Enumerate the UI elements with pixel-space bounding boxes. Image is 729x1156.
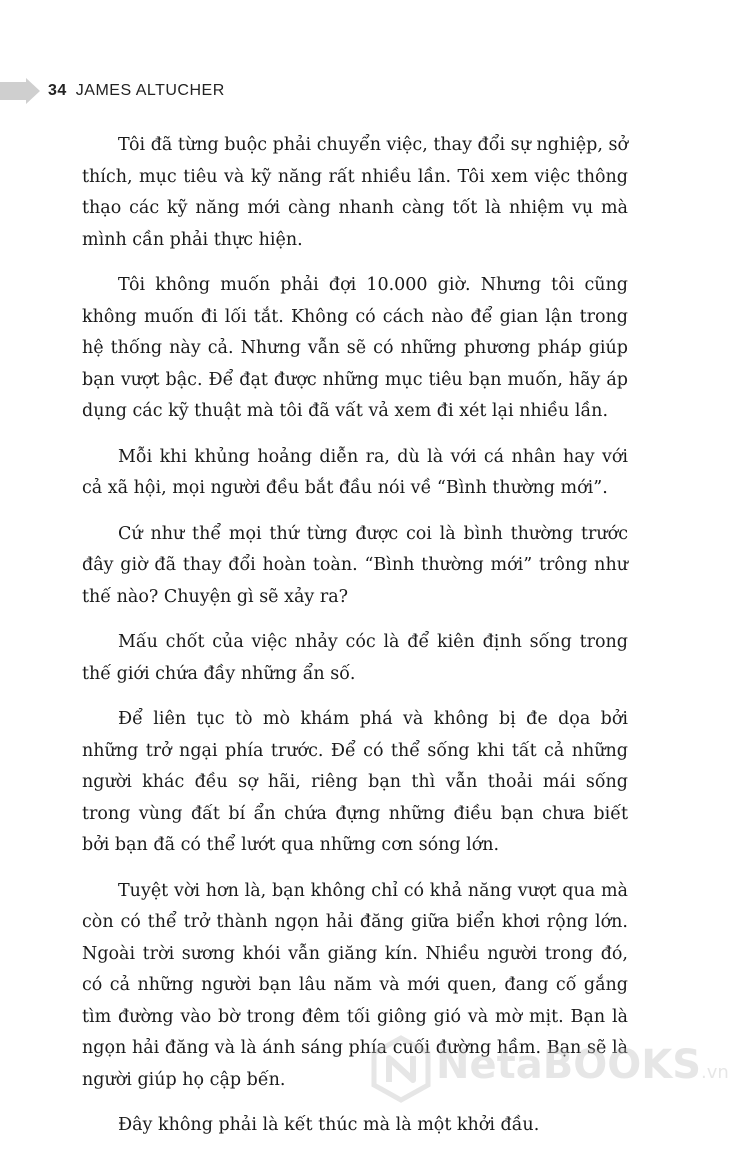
paragraph: Đây không phải là kết thúc mà là một khởi đầu. <box>118 1115 540 1135</box>
paragraph: Mấu chốt của việc nhảy cóc là để kiên định sống trong thế giới chứa đầy những ẩn số. <box>82 632 628 684</box>
page-number: 34 <box>48 82 67 99</box>
paragraph: Để liên tục tò mò khám phá và không bị đe dọa bởi những trở ngại phía trước. Để có thể sống khi tất cả những người khác đều sợ hãi, riêng bạn thì vẫn thoải mái sống trong vùng đất bí ẩn chứa đựng những điều bạn chưa biết bởi bạn đã có thể lướt qua những cơn sóng lớn. <box>82 709 628 855</box>
page-header <box>0 74 700 108</box>
paragraph: Tôi không muốn phải đợi 10.000 giờ. Nhưng tôi cũng không muốn đi lối tắt. Không có cách nào để gian lận trong hệ thống này cả. Nhưng vẫn sẽ có những phương pháp giúp bạn vượt bậc. Để đạt được những mục tiêu bạn muốn, hãy áp dụng các kỹ thuật mà tôi đã vất vả xem đi xét lại nhiều lần. <box>82 275 628 421</box>
watermark-brand: NetaBOOKS.vn <box>436 1042 729 1088</box>
neta-hexagon-logo-icon <box>370 1036 432 1102</box>
watermark-suffix: .vn <box>701 1062 729 1083</box>
watermark <box>370 1030 729 1110</box>
body-text <box>82 130 628 1156</box>
paragraph: Tuyệt vời hơn là, bạn không chỉ có khả năng vượt qua mà còn có thể trở thành ngọn hải đăng giữa biển khơi rộng lớn. Ngoài trời sương khói vẫn giăng kín. Nhiều người trong đó, có cả những người bạn lâu năm và mới quen, đang cố gắng tìm đường vào bờ trong đêm tối giông gió và mờ mịt. Bạn là ngọn hải đăng và là ánh sáng phía cuối đường hầm. Bạn sẽ là người giúp họ cập bến. <box>82 880 628 1090</box>
running-head-author: JAMES ALTUCHER <box>75 82 225 99</box>
paragraph: Mỗi khi khủng hoảng diễn ra, dù là với cá nhân hay với cả xã hội, mọi người đều bắt đầu nói về “Bình thường mới”. <box>82 446 628 498</box>
paragraph: Tôi đã từng buộc phải chuyển việc, thay đổi sự nghiệp, sở thích, mục tiêu và kỹ năng rất nhiều lần. Tôi xem việc thông thạo các kỹ năng mới càng nhanh càng tốt là nhiệm vụ mà mình cần phải thực hiện. <box>82 135 628 250</box>
arrow-right-icon <box>0 78 40 104</box>
paragraph: Cứ như thể mọi thứ từng được coi là bình thường trước đây giờ đã thay đổi hoàn toàn. “Bình thường mới” trông như thế nào? Chuyện gì sẽ xảy ra? <box>82 523 628 607</box>
header-text <box>48 78 225 104</box>
